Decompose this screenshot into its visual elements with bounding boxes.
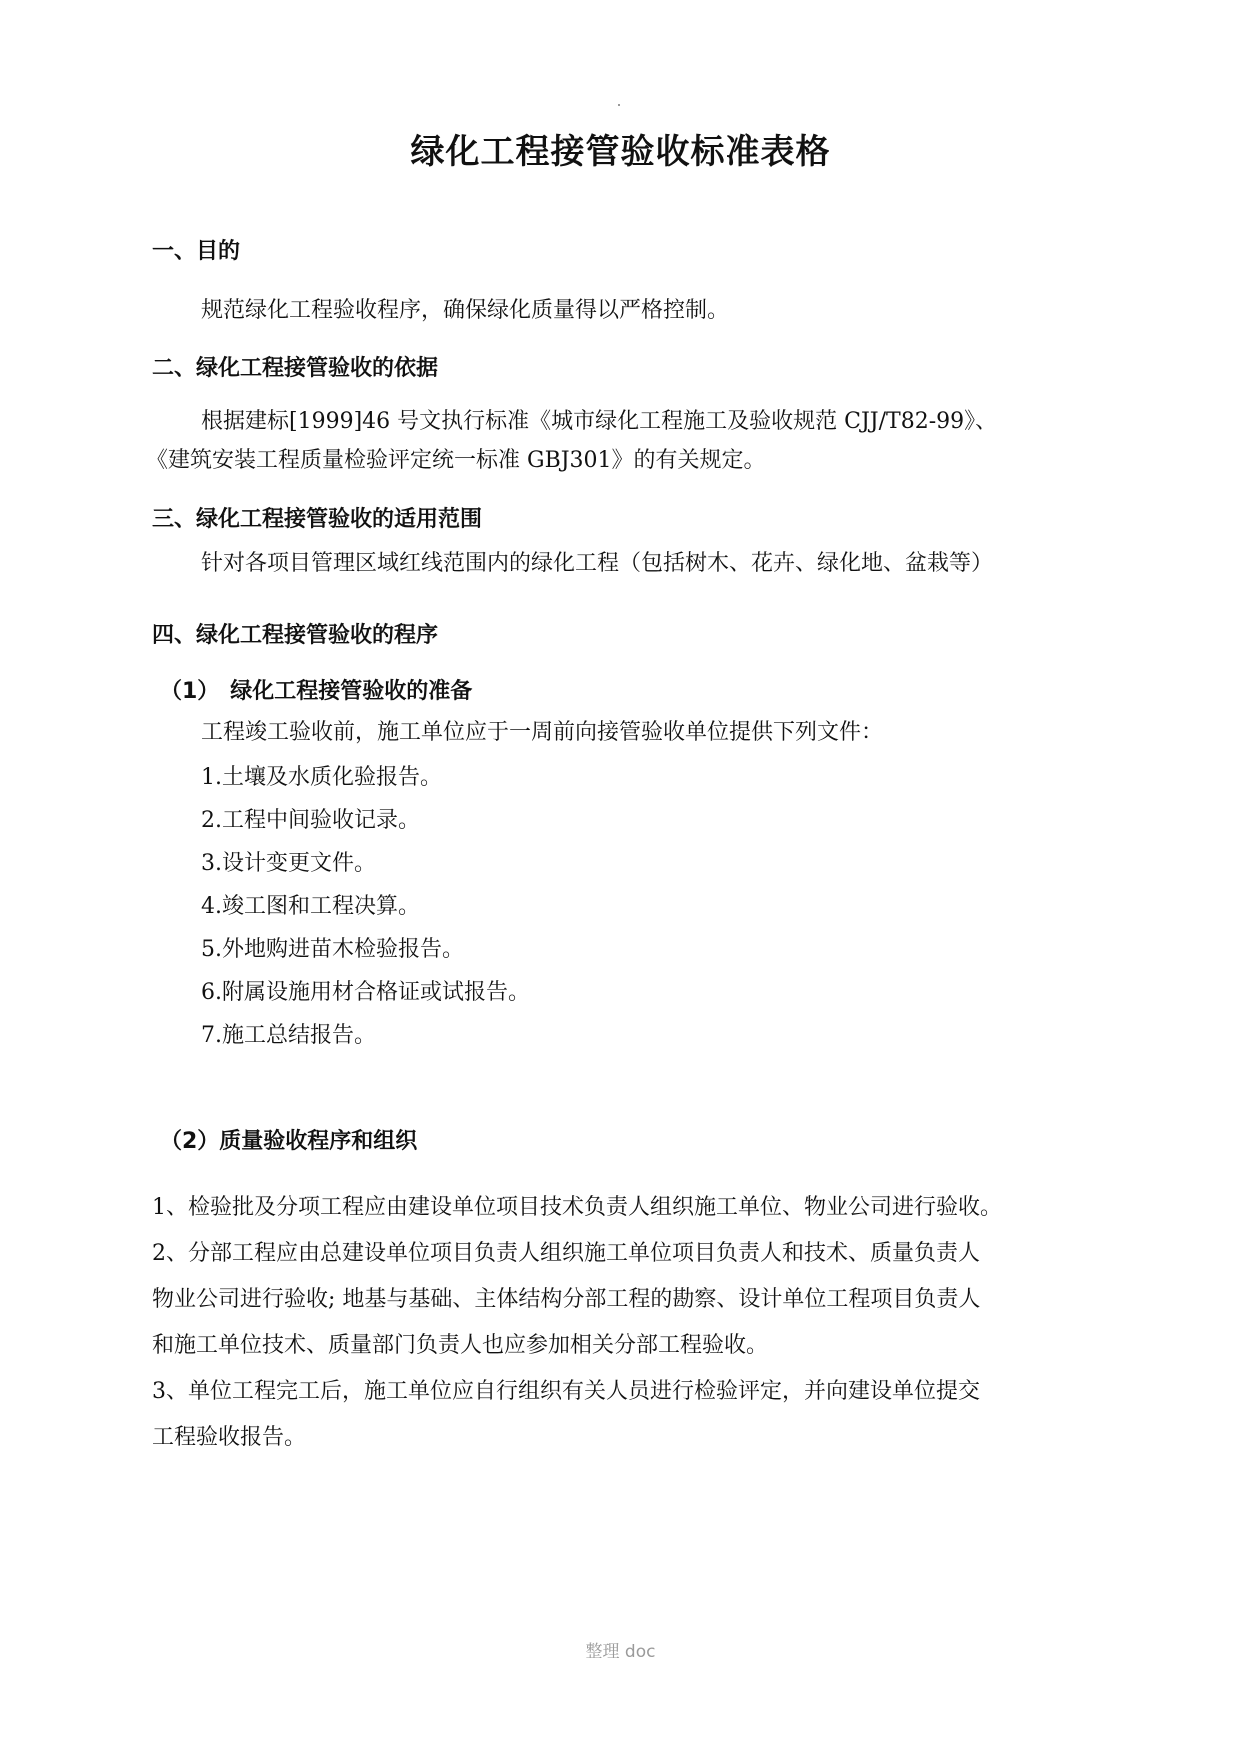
page-dot: [618, 104, 620, 106]
section-text-basis-line1: 根据建标[1999]46 号文执行标准《城市绿化工程施工及验收规范 CJJ/T82-99》、: [201, 409, 998, 434]
quality-text-line: 工程验收报告。: [152, 1425, 307, 1450]
preparation-intro: 工程竣工验收前，施工单位应于一周前向接管验收单位提供下列文件：: [201, 720, 884, 745]
list-item: 4.竣工图和工程决算。: [201, 894, 420, 919]
section-heading-scope: 三、绿化工程接管验收的适用范围: [152, 507, 483, 532]
subsection-heading-preparation: （1） 绿化工程接管验收的准备: [160, 679, 473, 704]
section-heading-purpose: 一、目的: [152, 239, 241, 264]
quality-text-line: 1、检验批及分项工程应由建设单位项目技术负责人组织施工单位、物业公司进行验收。: [152, 1195, 1002, 1220]
quality-text-line: 2、分部工程应由总建设单位项目负责人组织施工单位项目负责人和技术、质量负责人: [152, 1241, 980, 1266]
list-item: 7.施工总结报告。: [201, 1023, 376, 1048]
quality-text-line: 3、单位工程完工后，施工单位应自行组织有关人员进行检验评定，并向建设单位提交: [152, 1379, 980, 1404]
section-text-scope: 针对各项目管理区域红线范围内的绿化工程（包括树木、花卉、绿化地、盆栽等）: [201, 551, 994, 576]
page-footer: 整理 doc: [585, 1642, 656, 1662]
list-item: 2.工程中间验收记录。: [201, 808, 420, 833]
list-item: 1.土壤及水质化验报告。: [201, 765, 442, 790]
section-text-basis-line2: 《建筑安装工程质量检验评定统一标准 GBJ301》的有关规定。: [146, 448, 766, 473]
quality-text-line: 物业公司进行验收; 地基与基础、主体结构分部工程的勘察、设计单位工程项目负责人: [152, 1287, 981, 1312]
page-title: 绿化工程接管验收标准表格: [410, 132, 831, 172]
list-item: 3.设计变更文件。: [201, 851, 376, 876]
section-text-purpose: 规范绿化工程验收程序，确保绿化质量得以严格控制。: [201, 298, 730, 323]
section-heading-procedure: 四、绿化工程接管验收的程序: [152, 623, 439, 648]
quality-text-line: 和施工单位技术、质量部门负责人也应参加相关分部工程验收。: [152, 1333, 769, 1358]
list-item: 6.附属设施用材合格证或试报告。: [201, 980, 530, 1005]
subsection-heading-quality: （2）质量验收程序和组织: [160, 1129, 418, 1154]
section-heading-basis: 二、绿化工程接管验收的依据: [152, 356, 439, 381]
list-item: 5.外地购进苗木检验报告。: [201, 937, 464, 962]
